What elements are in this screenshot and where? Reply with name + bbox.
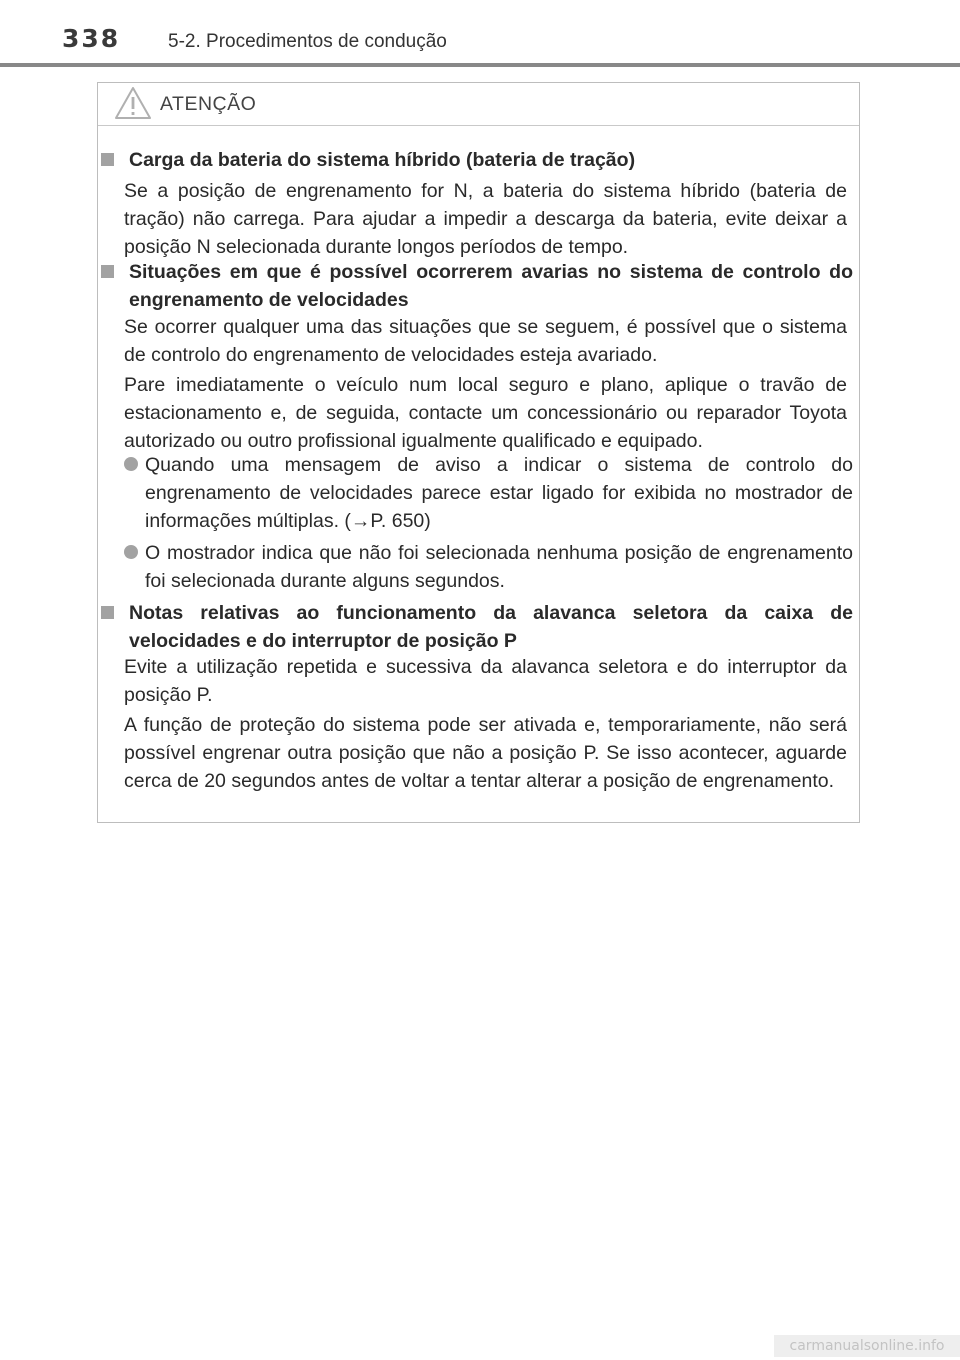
paragraph-shift-lever-1: Evite a utilização repetida e sucessiva da alavanca seletora e do interruptor da posição P. [124, 656, 847, 706]
bullet-warning-message: Quando uma mensagem de aviso a indicar o sistema de controlo do engrenamento de velocidades parece estar ligado for exibida no mostrador de informações múltiplas. (→P. 650) [124, 451, 853, 535]
section-heading-shift-lever: Notas relativas ao funcionamento da alavanca seletora da caixa de velocidades e do interruptor de posição P [101, 599, 853, 655]
square-bullet-icon [101, 606, 114, 619]
square-bullet-icon [101, 265, 114, 278]
page-header [0, 0, 960, 70]
section-heading-battery-charge: Carga da bateria do sistema híbrido (bateria de tração) [101, 146, 853, 174]
watermark: carmanualsonline.info [774, 1335, 960, 1357]
warning-title: ATENÇÃO [160, 93, 257, 115]
paragraph-battery-charge: Se a posição de engrenamento for N, a bateria do sistema híbrido (bateria de tração) não carrega. Para ajudar a impedir a descarga da bateria, evite deixar a posição N selecionada durante longos períodos de tempo. [124, 180, 847, 258]
paragraph-malfunction-2: Pare imediatamente o veículo num local seguro e plano, aplique o travão de estacionamento e, de seguida, contacte um concessionário ou reparador Toyota autorizado ou outro profissional igualmente qualificado e equipado. [124, 374, 847, 452]
warning-triangle-icon [114, 86, 152, 120]
warning-header [98, 83, 859, 126]
section-heading-malfunction: Situações em que é possível ocorrerem avarias no sistema de controlo do engrenamento de velocidades [101, 258, 853, 314]
header-rule [0, 63, 960, 67]
warning-box [97, 82, 860, 823]
round-bullet-icon [124, 457, 138, 471]
paragraph-malfunction-1: Se ocorrer qualquer uma das situações que se seguem, é possível que o sistema de controlo do engrenamento de velocidades esteja avariado. [124, 316, 847, 366]
bullet-no-position: O mostrador indica que não foi selecionada nenhuma posição de engrenamento foi selecionada durante alguns segundos. [124, 539, 853, 595]
round-bullet-icon [124, 545, 138, 559]
section-title: 5-2. Procedimentos de condução [168, 31, 447, 52]
square-bullet-icon [101, 153, 114, 166]
page-number: 338 [62, 24, 121, 53]
paragraph-shift-lever-2: A função de proteção do sistema pode ser ativada e, temporariamente, não será possível engrenar outra posição que não a posição P. Se isso acontecer, aguarde cerca de 20 segundos antes de voltar a tentar alterar a posição de engrenamento. [124, 714, 847, 792]
